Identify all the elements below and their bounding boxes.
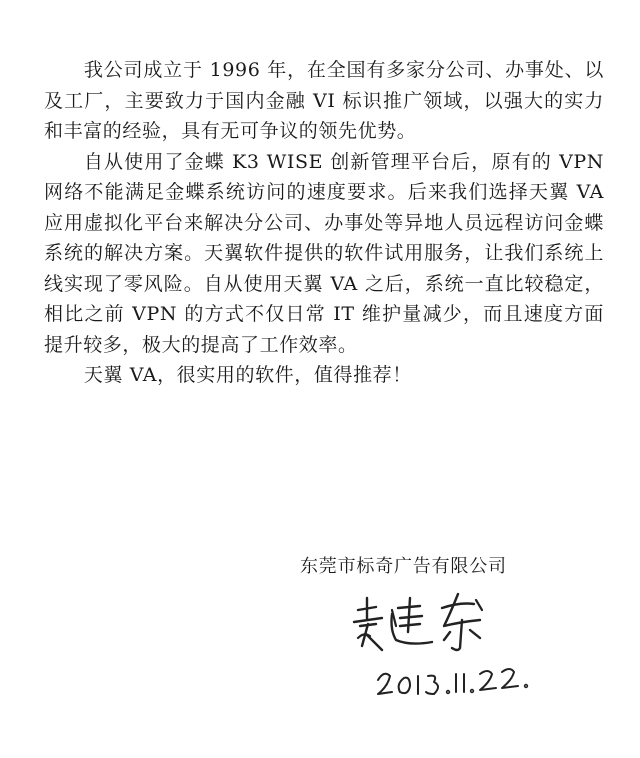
letter-body (44, 55, 604, 391)
paragraph-recommendation: 天翼 VA，很实用的软件，值得推荐！ (83, 364, 412, 386)
handwritten-signature (340, 580, 500, 660)
paragraph-company-intro: 我公司成立于 1996 年，在全国有多家分公司、办事处、以及工厂，主要致力于国内金融 VI 标识推广领域，以强大的实力和丰富的经验，具有无可争议的领先优势。 (44, 59, 604, 142)
handwritten-date (372, 660, 542, 704)
company-name: 东莞市标奇广告有限公司 (300, 556, 507, 577)
paragraph-usage-experience: 自从使用了金蝶 K3 WISE 创新管理平台后，原有的 VPN 网络不能满足金蝶系统访问的速度要求。后来我们选择天翼 VA 应用虚拟化平台来解决分公司、办事处等异地人员远程访问金蝶系统的解决方案。天翼软件提供的软件试用服务，让我们系统上线实现了零风险。自从使用天翼 VA 之后，系统一直比较稳定，相比之前 VPN 的方式不仅日常 IT 维护量减少，而且速度方面提升较多，极大的提高了工作效率。 (44, 150, 604, 356)
